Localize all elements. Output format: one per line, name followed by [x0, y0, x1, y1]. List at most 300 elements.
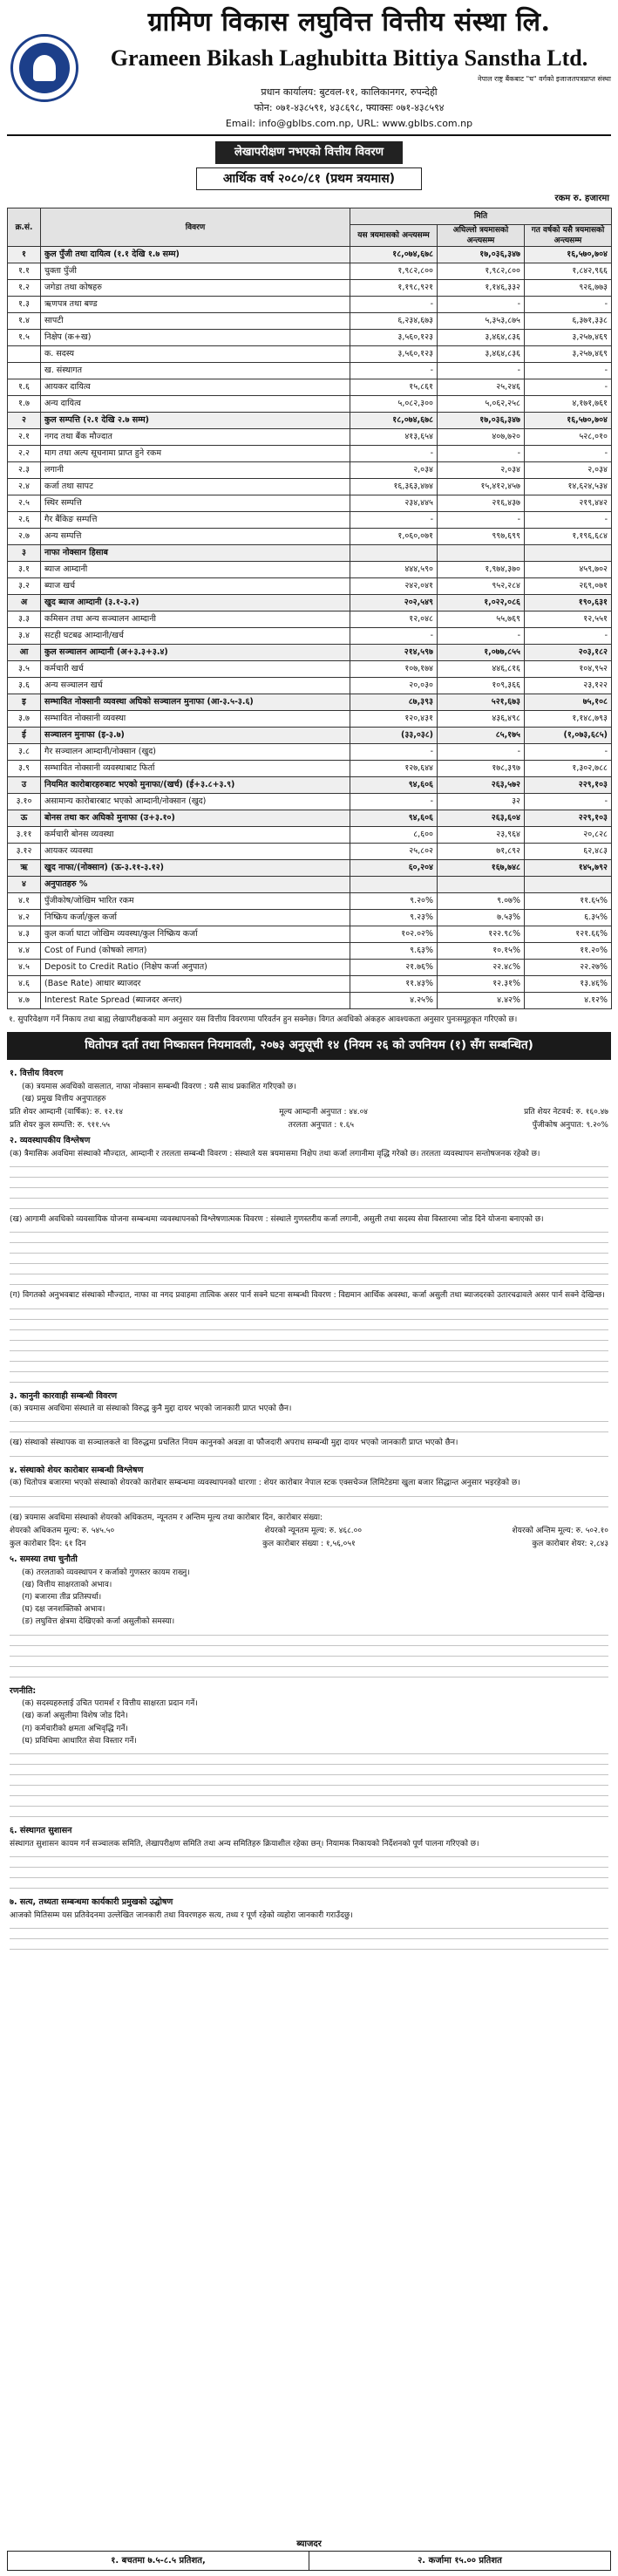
- row-sn: ३.१०: [8, 794, 41, 810]
- row-sn: ३.५: [8, 661, 41, 678]
- table-row: [8, 379, 612, 396]
- row-particular: Cost of Fund (कोषको लागत): [41, 943, 350, 960]
- row-particular: सम्भावित नोक्सानी व्यवस्था अघिको सञ्चालन मुनाफा (आ-३.५-३.६): [41, 694, 350, 711]
- row-sn: ४.१: [8, 893, 41, 910]
- row-sn: ४.५: [8, 960, 41, 976]
- section-6-heading: ६. संस्थागत सुशासन: [10, 1825, 72, 1835]
- row-current: १२७,६४४: [350, 761, 438, 777]
- row-sn: उ: [8, 777, 41, 794]
- row-sn: २.२: [8, 446, 41, 462]
- table-row: [8, 943, 612, 960]
- row-sn: ऊ: [8, 810, 41, 827]
- row-current: २१४,५९७: [350, 645, 438, 661]
- row-last-year: २२९,१०३: [525, 777, 612, 794]
- row-current: [350, 545, 438, 562]
- row-last-year: २,०३४: [525, 462, 612, 479]
- row-current: ९४,६०६: [350, 777, 438, 794]
- row-particular: गैर बैंकिङ सम्पत्ति: [41, 512, 350, 529]
- row-previous: ३,४६४,८३६: [438, 330, 525, 346]
- row-particular: ब्याज आम्दानी: [41, 562, 350, 578]
- row-last-year: ११.६५%: [525, 893, 612, 910]
- row-particular: निक्षेप (क+ख): [41, 330, 350, 346]
- row-sn: १.२: [8, 280, 41, 297]
- row-particular: बोनस तथा कर अघिको मुनाफा (उ+३.१०): [41, 810, 350, 827]
- row-particular: कर्मचारी खर्च: [41, 661, 350, 678]
- table-row: [8, 976, 612, 993]
- row-previous: -: [438, 446, 525, 462]
- row-last-year: २०३,१८२: [525, 645, 612, 661]
- row-last-year: -: [525, 379, 612, 396]
- row-sn: ४.३: [8, 926, 41, 943]
- row-current: ४४४,५९०: [350, 562, 438, 578]
- row-last-year: ४५९,७०२: [525, 562, 612, 578]
- table-row: [8, 694, 612, 711]
- row-current: ९४,६०६: [350, 810, 438, 827]
- table-row: [8, 810, 612, 827]
- amount-unit: रकम रु. हजारमा: [554, 194, 609, 204]
- row-current: -: [350, 512, 438, 529]
- section-3-b: (ख) संस्थाको संस्थापक वा सञ्चालकले वा विरुद्धमा प्रचलित नियम कानुनको अवज्ञा वा फौजदारी अपराध सम्बन्धी मुद्दा दायर भएको जानकारी प्राप्त भएको छैन।: [10, 1438, 458, 1448]
- row-particular: ऋणपत्र तथा बण्ड: [41, 297, 350, 313]
- row-last-year: १,३०२,७८८: [525, 761, 612, 777]
- table-row: [8, 396, 612, 413]
- row-previous: १,०७७,८५५: [438, 645, 525, 661]
- row-sn: ऋ: [8, 860, 41, 877]
- row-sn: ३.८: [8, 744, 41, 761]
- email-url: Email: info@gblbs.com.np, URL: www.gblbs.com.np: [225, 118, 473, 130]
- row-last-year: १६,५७०,७०४: [525, 247, 612, 263]
- section-7-heading: ७. सत्य, तथ्यता सम्बन्धमा कार्यकारी प्रमुखको उद्घोषण: [10, 1896, 173, 1907]
- row-last-year: १३.४६%: [525, 976, 612, 993]
- row-sn: ३.४: [8, 628, 41, 645]
- row-particular: Interest Rate Spread (ब्याजदर अन्तर): [41, 993, 350, 1009]
- strategy-item: (ग) कर्मचारीको क्षमता अभिवृद्धि गर्ने।: [22, 1724, 128, 1733]
- row-current: -: [350, 297, 438, 313]
- row-previous: ४०७,७२०: [438, 429, 525, 446]
- row-last-year: -: [525, 363, 612, 379]
- section-1-b-heading: (ख) प्रमुख वित्तीय अनुपातहरु: [22, 1094, 106, 1104]
- header-particulars: विवरण: [41, 208, 350, 246]
- share-trade-row: कुल कारोबार दिन: ६१ दिन कुल कारोबार संख्या : १,५६,०५१ कुल कारोबार शेयर: २,८४३: [10, 1539, 608, 1548]
- row-last-year: -: [525, 512, 612, 529]
- row-particular: पुँजीकोष/जोखिम भारित रकम: [41, 893, 350, 910]
- row-particular: ख. संस्थागत: [41, 363, 350, 379]
- row-current: -: [350, 446, 438, 462]
- row-sn: ४: [8, 877, 41, 893]
- table-row: [8, 346, 612, 363]
- row-current: -: [350, 628, 438, 645]
- table-row: [8, 827, 612, 844]
- row-particular: अन्य सम्पत्ति: [41, 529, 350, 545]
- row-sn: अ: [8, 595, 41, 612]
- table-row: [8, 313, 612, 330]
- section-1-a: (क) त्रयमास अवधिको वासलात, नाफा नोक्सान सम्बन्धी विवरण : यसै साथ प्रकाशित गरिएको छ।: [22, 1082, 296, 1091]
- row-current: ११.४३%: [350, 976, 438, 993]
- table-row: [8, 711, 612, 728]
- table-row: [8, 678, 612, 694]
- row-previous: १६७,७४८: [438, 860, 525, 877]
- phone-fax: फोन: ०७१-४३८५९१, ४३८६९८, फ्याक्सः ०७१-४३८५९४: [254, 102, 445, 114]
- row-particular: सञ्चालन मुनाफा (इ-३.७): [41, 728, 350, 744]
- row-current: १२,०४८: [350, 612, 438, 628]
- row-previous: १०.१५%: [438, 943, 525, 960]
- row-current: ८,६००: [350, 827, 438, 844]
- row-previous: ३,४६४,८३६: [438, 346, 525, 363]
- row-last-year: ६.३५%: [525, 910, 612, 926]
- challenge-item: (क) तरलताको व्यवस्थापन र कर्जाको गुणस्तर कायम राख्नु।: [22, 1568, 190, 1577]
- row-particular: असामान्य कारोबारबाट भएको आम्दानी/नोक्सान (खुद): [41, 794, 350, 810]
- row-current: ९.६३%: [350, 943, 438, 960]
- table-row: [8, 446, 612, 462]
- row-sn: १.३: [8, 297, 41, 313]
- row-previous: ९९७,६९९: [438, 529, 525, 545]
- row-previous: १,०२२,०८६: [438, 595, 525, 612]
- row-previous: [438, 545, 525, 562]
- row-previous: १५,४१२,४५७: [438, 479, 525, 495]
- row-previous: १२२.९८%: [438, 926, 525, 943]
- row-particular: ब्याज खर्च: [41, 578, 350, 595]
- row-previous: ४.४२%: [438, 993, 525, 1009]
- row-sn: [8, 363, 41, 379]
- row-sn: २: [8, 413, 41, 429]
- row-current: ५,०८२,३००: [350, 396, 438, 413]
- row-previous: २६३,५७२: [438, 777, 525, 794]
- table-row: [8, 595, 612, 612]
- row-particular: कर्जा तथा सापट: [41, 479, 350, 495]
- row-previous: १०९,३६६: [438, 678, 525, 694]
- row-particular: निष्क्रिय कर्जा/कुल कर्जा: [41, 910, 350, 926]
- section-3-heading: ३. कानुनी कारवाही सम्बन्धी विवरण: [10, 1390, 118, 1401]
- strategy-item: (ख) कर्जा असुलीमा विशेष जोड दिने।: [22, 1712, 128, 1721]
- row-particular: सापटी: [41, 313, 350, 330]
- table-row: [8, 297, 612, 313]
- table-row: [8, 263, 612, 280]
- fiscal-year: आर्थिक वर्ष २०८०/८१ (प्रथम त्रयमास): [196, 167, 422, 191]
- row-current: ६०,२०४: [350, 860, 438, 877]
- table-row: [8, 247, 612, 263]
- row-particular: कुल सञ्चालन आम्दानी (अ+३.३+३.४): [41, 645, 350, 661]
- header: [7, 5, 611, 136]
- row-last-year: २०,८२८: [525, 827, 612, 844]
- row-last-year: ३,२५७,४६९: [525, 346, 612, 363]
- row-sn: २.४: [8, 479, 41, 495]
- section-7-text: आजको मितिसम्म यस प्रतिवेदनमा उल्लेखित जानकारी तथा विवरणहरु सत्य, तथ्य र पूर्ण रहेको व्यहोरा जानकारी गराउँदछु।: [10, 1910, 353, 1920]
- row-last-year: ६२,४८३: [525, 844, 612, 860]
- registration-note: नेपाल राष्ट्र बैंकबाट "घ" वर्गको इजाजतपत्रप्राप्त संस्था: [478, 74, 611, 83]
- ratio-row-2: प्रति शेयर कुल सम्पत्ति: रु. ९११.५५ तरलता अनुपात : १.६५ पुँजीकोष अनुपात: ९.२०%: [10, 1121, 608, 1131]
- strategy-item: (क) सदस्यहरुलाई उचित परामर्श र वित्तीय साक्षरता प्रदान गर्ने।: [22, 1699, 198, 1709]
- row-previous: ३२: [438, 794, 525, 810]
- table-row: [8, 429, 612, 446]
- row-previous: ५,३५३,८७५: [438, 313, 525, 330]
- table-row: [8, 512, 612, 529]
- row-previous: ९.०७%: [438, 893, 525, 910]
- table-row: [8, 960, 612, 976]
- table-row: [8, 993, 612, 1009]
- table-row: [8, 893, 612, 910]
- table-row: [8, 462, 612, 479]
- row-sn: ४.६: [8, 976, 41, 993]
- row-current: ८७,३९३: [350, 694, 438, 711]
- section-4-b: (ख) त्रयमास अवधिमा संस्थाको शेयरको अधिकतम, न्यूनतम र अन्तिम मूल्य तथा कारोबार दिन, कारोबार संख्या:: [10, 1513, 323, 1522]
- row-particular: गैर सञ्चालन आम्दानी/नोक्सान (खुद): [41, 744, 350, 761]
- row-sn: २.३: [8, 462, 41, 479]
- table-row: [8, 280, 612, 297]
- row-current: ४.२५%: [350, 993, 438, 1009]
- row-previous: २५,२४६: [438, 379, 525, 396]
- row-current: ३,५६०,१२३: [350, 330, 438, 346]
- row-sn: १.६: [8, 379, 41, 396]
- challenge-item: (ग) बजारमा तीव्र प्रतिस्पर्धा।: [22, 1593, 102, 1602]
- row-last-year: १२१.६६%: [525, 926, 612, 943]
- row-previous: ७.५३%: [438, 910, 525, 926]
- row-particular: Deposit to Credit Ratio (निक्षेप कर्जा अनुपात): [41, 960, 350, 976]
- row-previous: २२.४८%: [438, 960, 525, 976]
- row-particular: सम्भावित नोक्सानी व्यवस्था: [41, 711, 350, 728]
- challenge-item: (ख) वित्तीय साक्षरताको अभाव।: [22, 1580, 112, 1589]
- row-current: १०७,१७४: [350, 661, 438, 678]
- row-current: ४१३,६५४: [350, 429, 438, 446]
- row-sn: ३.११: [8, 827, 41, 844]
- row-current: १२०,४३१: [350, 711, 438, 728]
- row-particular: नगद तथा बैंक मौज्दात: [41, 429, 350, 446]
- row-particular: अनुपातहरु %: [41, 877, 350, 893]
- row-last-year: ९२६,७७३: [525, 280, 612, 297]
- row-previous: ७१,८९२: [438, 844, 525, 860]
- row-last-year: ७५,१०८: [525, 694, 612, 711]
- section-3-a: (क) त्रयमास अवधिमा संस्थाले वा संस्थाको विरुद्ध कुनै मुद्दा दायर भएको जानकारी प्राप्त भएको छैन।: [10, 1404, 292, 1414]
- table-row: [8, 562, 612, 578]
- row-current: ६,२३४,६७३: [350, 313, 438, 330]
- row-last-year: -: [525, 446, 612, 462]
- row-sn: २.१: [8, 429, 41, 446]
- row-last-year: ४.१२%: [525, 993, 612, 1009]
- office-address: प्रधान कार्यालय: बुटवल-११, कालिकानगर, रुपन्देही: [261, 86, 438, 99]
- row-last-year: -: [525, 744, 612, 761]
- row-previous: १,९७४,३७०: [438, 562, 525, 578]
- row-particular: माग तथा अल्प सूचनामा प्राप्त हुने रकम: [41, 446, 350, 462]
- table-row: [8, 612, 612, 628]
- share-price-row: शेयरको अधिकतम मूल्य: रु. ५४५.५० शेयरको न्यूनतम मूल्य: रु. ४६८.०० शेयरको अन्तिम मूल्य: रु. ५०२.१०: [10, 1526, 608, 1535]
- row-current: १६,३६३,४७४: [350, 479, 438, 495]
- row-previous: ५२१,६७३: [438, 694, 525, 711]
- row-last-year: १२,५५१: [525, 612, 612, 628]
- section-4-a: (क) धितोपत्र बजारमा भएको संस्थाको शेयरको कारोबार सम्बन्धमा व्यवस्थापनको धारणा : शेयर कारोबार नेपाल स्टक एक्सचेञ्ज लिमिटेडमा खुला बजार सिद्धान्त अनुसार भइरहेको छ।: [10, 1479, 520, 1488]
- row-particular: कर्मचारी बोनस व्यवस्था: [41, 827, 350, 844]
- row-sn: १.५: [8, 330, 41, 346]
- row-current: [350, 877, 438, 893]
- row-last-year: १६,५७०,७०४: [525, 413, 612, 429]
- challenge-item: (घ) दक्ष जनशक्तिको अभाव।: [22, 1605, 105, 1615]
- row-particular: चुक्ता पुँजी: [41, 263, 350, 280]
- table-row: [8, 330, 612, 346]
- row-current: १५,८६१: [350, 379, 438, 396]
- row-previous: २३,९६४: [438, 827, 525, 844]
- row-current: -: [350, 744, 438, 761]
- interest-rate-band: [7, 2551, 611, 2572]
- row-particular: खुद ब्याज आम्दानी (३.१-३.२): [41, 595, 350, 612]
- row-particular: लगानी: [41, 462, 350, 479]
- row-current: २१.७६%: [350, 960, 438, 976]
- row-current: २,०३४: [350, 462, 438, 479]
- disclosure-title: धितोपत्र दर्ता तथा निष्कासन नियमावली, २०७३ अनुसूची १४ (नियम २६ को उपनियम (१) सँग सम्बन्धित): [7, 1032, 611, 1060]
- row-previous: १७,०३६,३४७: [438, 247, 525, 263]
- row-particular: आयकर दायित्व: [41, 379, 350, 396]
- row-current: ९.२०%: [350, 893, 438, 910]
- challenge-item: (ङ) लघुवित्त क्षेत्रमा देखिएको कर्जा असुलीको समस्या।: [22, 1617, 175, 1627]
- row-current: २५,८०२: [350, 844, 438, 860]
- table-row: [8, 877, 612, 893]
- row-previous: ५,०६२,२५८: [438, 396, 525, 413]
- row-last-year: [525, 545, 612, 562]
- row-particular: क. सदस्य: [41, 346, 350, 363]
- row-previous: ४३६,४९८: [438, 711, 525, 728]
- row-sn: [8, 346, 41, 363]
- row-last-year: २६९,०७१: [525, 578, 612, 595]
- row-sn: आ: [8, 645, 41, 661]
- row-last-year: २२९,१०३: [525, 810, 612, 827]
- row-current: (३३,०३८): [350, 728, 438, 744]
- row-particular: कमिसन तथा अन्य सञ्चालन आम्दानी: [41, 612, 350, 628]
- row-particular: खुद नाफा/(नोक्सान) (ऊ-३.११-३.१२): [41, 860, 350, 877]
- row-previous: ५५,७६९: [438, 612, 525, 628]
- row-current: १,०६०,०७१: [350, 529, 438, 545]
- row-previous: -: [438, 628, 525, 645]
- row-current: १०२.०२%: [350, 926, 438, 943]
- header-last-year-quarter: गत वर्षको यसै त्रयमासको अन्त्यसम्म: [525, 224, 612, 246]
- row-sn: ३.२: [8, 578, 41, 595]
- row-last-year: -: [525, 628, 612, 645]
- row-last-year: ३,२५७,४६९: [525, 330, 612, 346]
- table-row: [8, 628, 612, 645]
- section-2-a: (क) त्रैमासिक अवधिमा संस्थाको मौज्दात, आम्दानी र तरलता सम्बन्धी विवरण : संस्थाले यस त्रयमासमा निक्षेप तथा कर्जा लगानीमा वृद्धि गरेको छ। तरलता व्यवस्थापन सन्तोषजनक रहेको छ।: [10, 1150, 540, 1159]
- table-row: [8, 363, 612, 379]
- row-last-year: -: [525, 297, 612, 313]
- table-row: [8, 844, 612, 860]
- row-particular: सम्भावित नोक्सानी व्यवस्थाबाट फिर्ता: [41, 761, 350, 777]
- statement-title: लेखापरीक्षण नभएको वित्तीय विवरण: [215, 141, 403, 164]
- row-previous: २६३,६०४: [438, 810, 525, 827]
- row-particular: जगेडा तथा कोषहरु: [41, 280, 350, 297]
- row-previous: १,१४६,३३२: [438, 280, 525, 297]
- row-last-year: ११.२०%: [525, 943, 612, 960]
- row-particular: कुल पुँजी तथा दायित्व (१.१ देखि १.७ सम्म): [41, 247, 350, 263]
- row-sn: १: [8, 247, 41, 263]
- row-sn: ३.७: [8, 711, 41, 728]
- loan-rate: २. कर्जामा १५.०० प्रतिशत: [309, 2552, 610, 2571]
- table-row: [8, 479, 612, 495]
- row-previous: -: [438, 744, 525, 761]
- row-particular: नियमित कारोबारहरुबाट भएको मुनाफा/(खर्च) (ई+३.८+३.९): [41, 777, 350, 794]
- row-last-year: [525, 877, 612, 893]
- table-row: [8, 529, 612, 545]
- section-6-text: संस्थागत सुशासन कायम गर्न सञ्चालक समिति, लेखापरीक्षण समिति तथा अन्य समितिहरु क्रियाशील रहेका छन्। नियामक निकायको निर्देशनको पूर्ण पालना गरिएको छ।: [10, 1839, 479, 1848]
- row-particular: कुल कर्जा घाटा जोखिम व्यवस्था/कुल निष्क्रिय कर्जा: [41, 926, 350, 943]
- row-sn: ३.१: [8, 562, 41, 578]
- row-sn: २.५: [8, 495, 41, 512]
- table-row: [8, 794, 612, 810]
- row-current: १,९८२,८००: [350, 263, 438, 280]
- section-1-heading: १. वित्तीय विवरण: [10, 1068, 64, 1078]
- table-row: [8, 910, 612, 926]
- row-last-year: १,१४८,७९३: [525, 711, 612, 728]
- row-previous: ८५,१७५: [438, 728, 525, 744]
- row-previous: १७,०३६,३४७: [438, 413, 525, 429]
- row-particular: अन्य दायित्व: [41, 396, 350, 413]
- row-last-year: २१९,४४२: [525, 495, 612, 512]
- row-sn: ३.९: [8, 761, 41, 777]
- row-previous: [438, 877, 525, 893]
- table-row: [8, 645, 612, 661]
- row-sn: ३.३: [8, 612, 41, 628]
- section-2-b: (ख) आगामी अवधिको व्यवसायिक योजना सम्बन्धमा व्यवस्थापनको विश्लेषणात्मक विवरण : संस्थाले गुणस्तरीय कर्जा लगानी, असुली तथा सदस्य सेवा विस्तारमा जोड दिने योजना बनाएको छ।: [10, 1215, 544, 1225]
- row-current: २३४,४४५: [350, 495, 438, 512]
- table-row: [8, 578, 612, 595]
- table-row: [8, 761, 612, 777]
- row-particular: नाफा नोक्सान हिसाब: [41, 545, 350, 562]
- saving-rate: १. बचतमा ७.५-८.५ प्रतिशत,: [111, 2555, 206, 2566]
- table-row: [8, 777, 612, 794]
- table-row: [8, 545, 612, 562]
- row-sn: ई: [8, 728, 41, 744]
- row-current: २०२,५४९: [350, 595, 438, 612]
- row-current: -: [350, 363, 438, 379]
- row-sn: २.७: [8, 529, 41, 545]
- table-row: [8, 413, 612, 429]
- table-row: [8, 926, 612, 943]
- row-last-year: ४,१७१,७६१: [525, 396, 612, 413]
- row-particular: सटही घटबढ आम्दानी/खर्च: [41, 628, 350, 645]
- row-last-year: १,८४२,९६६: [525, 263, 612, 280]
- row-particular: कुल सम्पत्ति (२.१ देखि २.७ सम्म): [41, 413, 350, 429]
- row-sn: १.७: [8, 396, 41, 413]
- row-particular: (Base Rate) आधार ब्याजदर: [41, 976, 350, 993]
- row-last-year: १०४,९५२: [525, 661, 612, 678]
- section-2-c: (ग) विगतको अनुभवबाट संस्थाको मौज्दात, नाफा वा नगद प्रवाहमा तात्विक असर पार्न सक्ने घटना सम्बन्धी विवरण : विद्यमान आर्थिक अवस्था, कर्जा असुली तथा ब्याजदरको उतारचढावले असर पार्न सक्ने देखिन्छ।: [10, 1291, 605, 1301]
- row-current: १८,०७४,६७८: [350, 247, 438, 263]
- row-current: -: [350, 794, 438, 810]
- row-previous: २१६,४३७: [438, 495, 525, 512]
- row-last-year: ६,३७१,३३८: [525, 313, 612, 330]
- section-5-heading: ५. समस्या तथा चुनौती: [10, 1554, 78, 1564]
- row-sn: १.१: [8, 263, 41, 280]
- row-sn: ४.२: [8, 910, 41, 926]
- financial-table: [7, 208, 612, 1009]
- row-previous: -: [438, 297, 525, 313]
- org-name-english: Grameen Bikash Laghubitta Bittiya Sanstha Ltd.: [110, 44, 588, 71]
- row-last-year: १४५,७९२: [525, 860, 612, 877]
- row-previous: ४४६,८१६: [438, 661, 525, 678]
- section-2-heading: २. व्यवस्थापकीय विश्लेषण: [10, 1136, 91, 1146]
- row-sn: ३.६: [8, 678, 41, 694]
- row-previous: १,९८२,८००: [438, 263, 525, 280]
- footnote: १. सुपरिवेक्षण गर्ने निकाय तथा बाह्य लेखापरीक्षकको माग अनुसार यस वित्तीय विवरणमा परिवर्तन हुन सक्नेछ। विगत अवधिको अंकहरु आवश्यकता अनुसार पुनःसमूहकृत गरिएको छ।: [9, 1015, 518, 1025]
- interest-rate-heading: ब्याजदर: [296, 2538, 322, 2549]
- row-sn: ४.४: [8, 943, 41, 960]
- organization-logo: [10, 34, 78, 102]
- row-current: २४२,०४१: [350, 578, 438, 595]
- row-sn: १.४: [8, 313, 41, 330]
- row-current: ३,५६०,१२३: [350, 346, 438, 363]
- row-particular: आयकर व्यवस्था: [41, 844, 350, 860]
- row-current: १,१९८,९२१: [350, 280, 438, 297]
- row-previous: २,०३४: [438, 462, 525, 479]
- row-sn: ४.७: [8, 993, 41, 1009]
- ratio-row-1: प्रति शेयर आम्दानी (वार्षिक): रु. १२.१४ मूल्य आम्दानी अनुपात : ४४.०४ प्रति शेयर नेटवर्थ: रु. १६०.४७: [10, 1108, 608, 1117]
- strategy-heading: रणनीति:: [10, 1685, 37, 1696]
- row-previous: -: [438, 363, 525, 379]
- section-4-heading: ४. संस्थाको शेयर कारोबार सम्बन्धी विश्लेषण: [10, 1465, 144, 1475]
